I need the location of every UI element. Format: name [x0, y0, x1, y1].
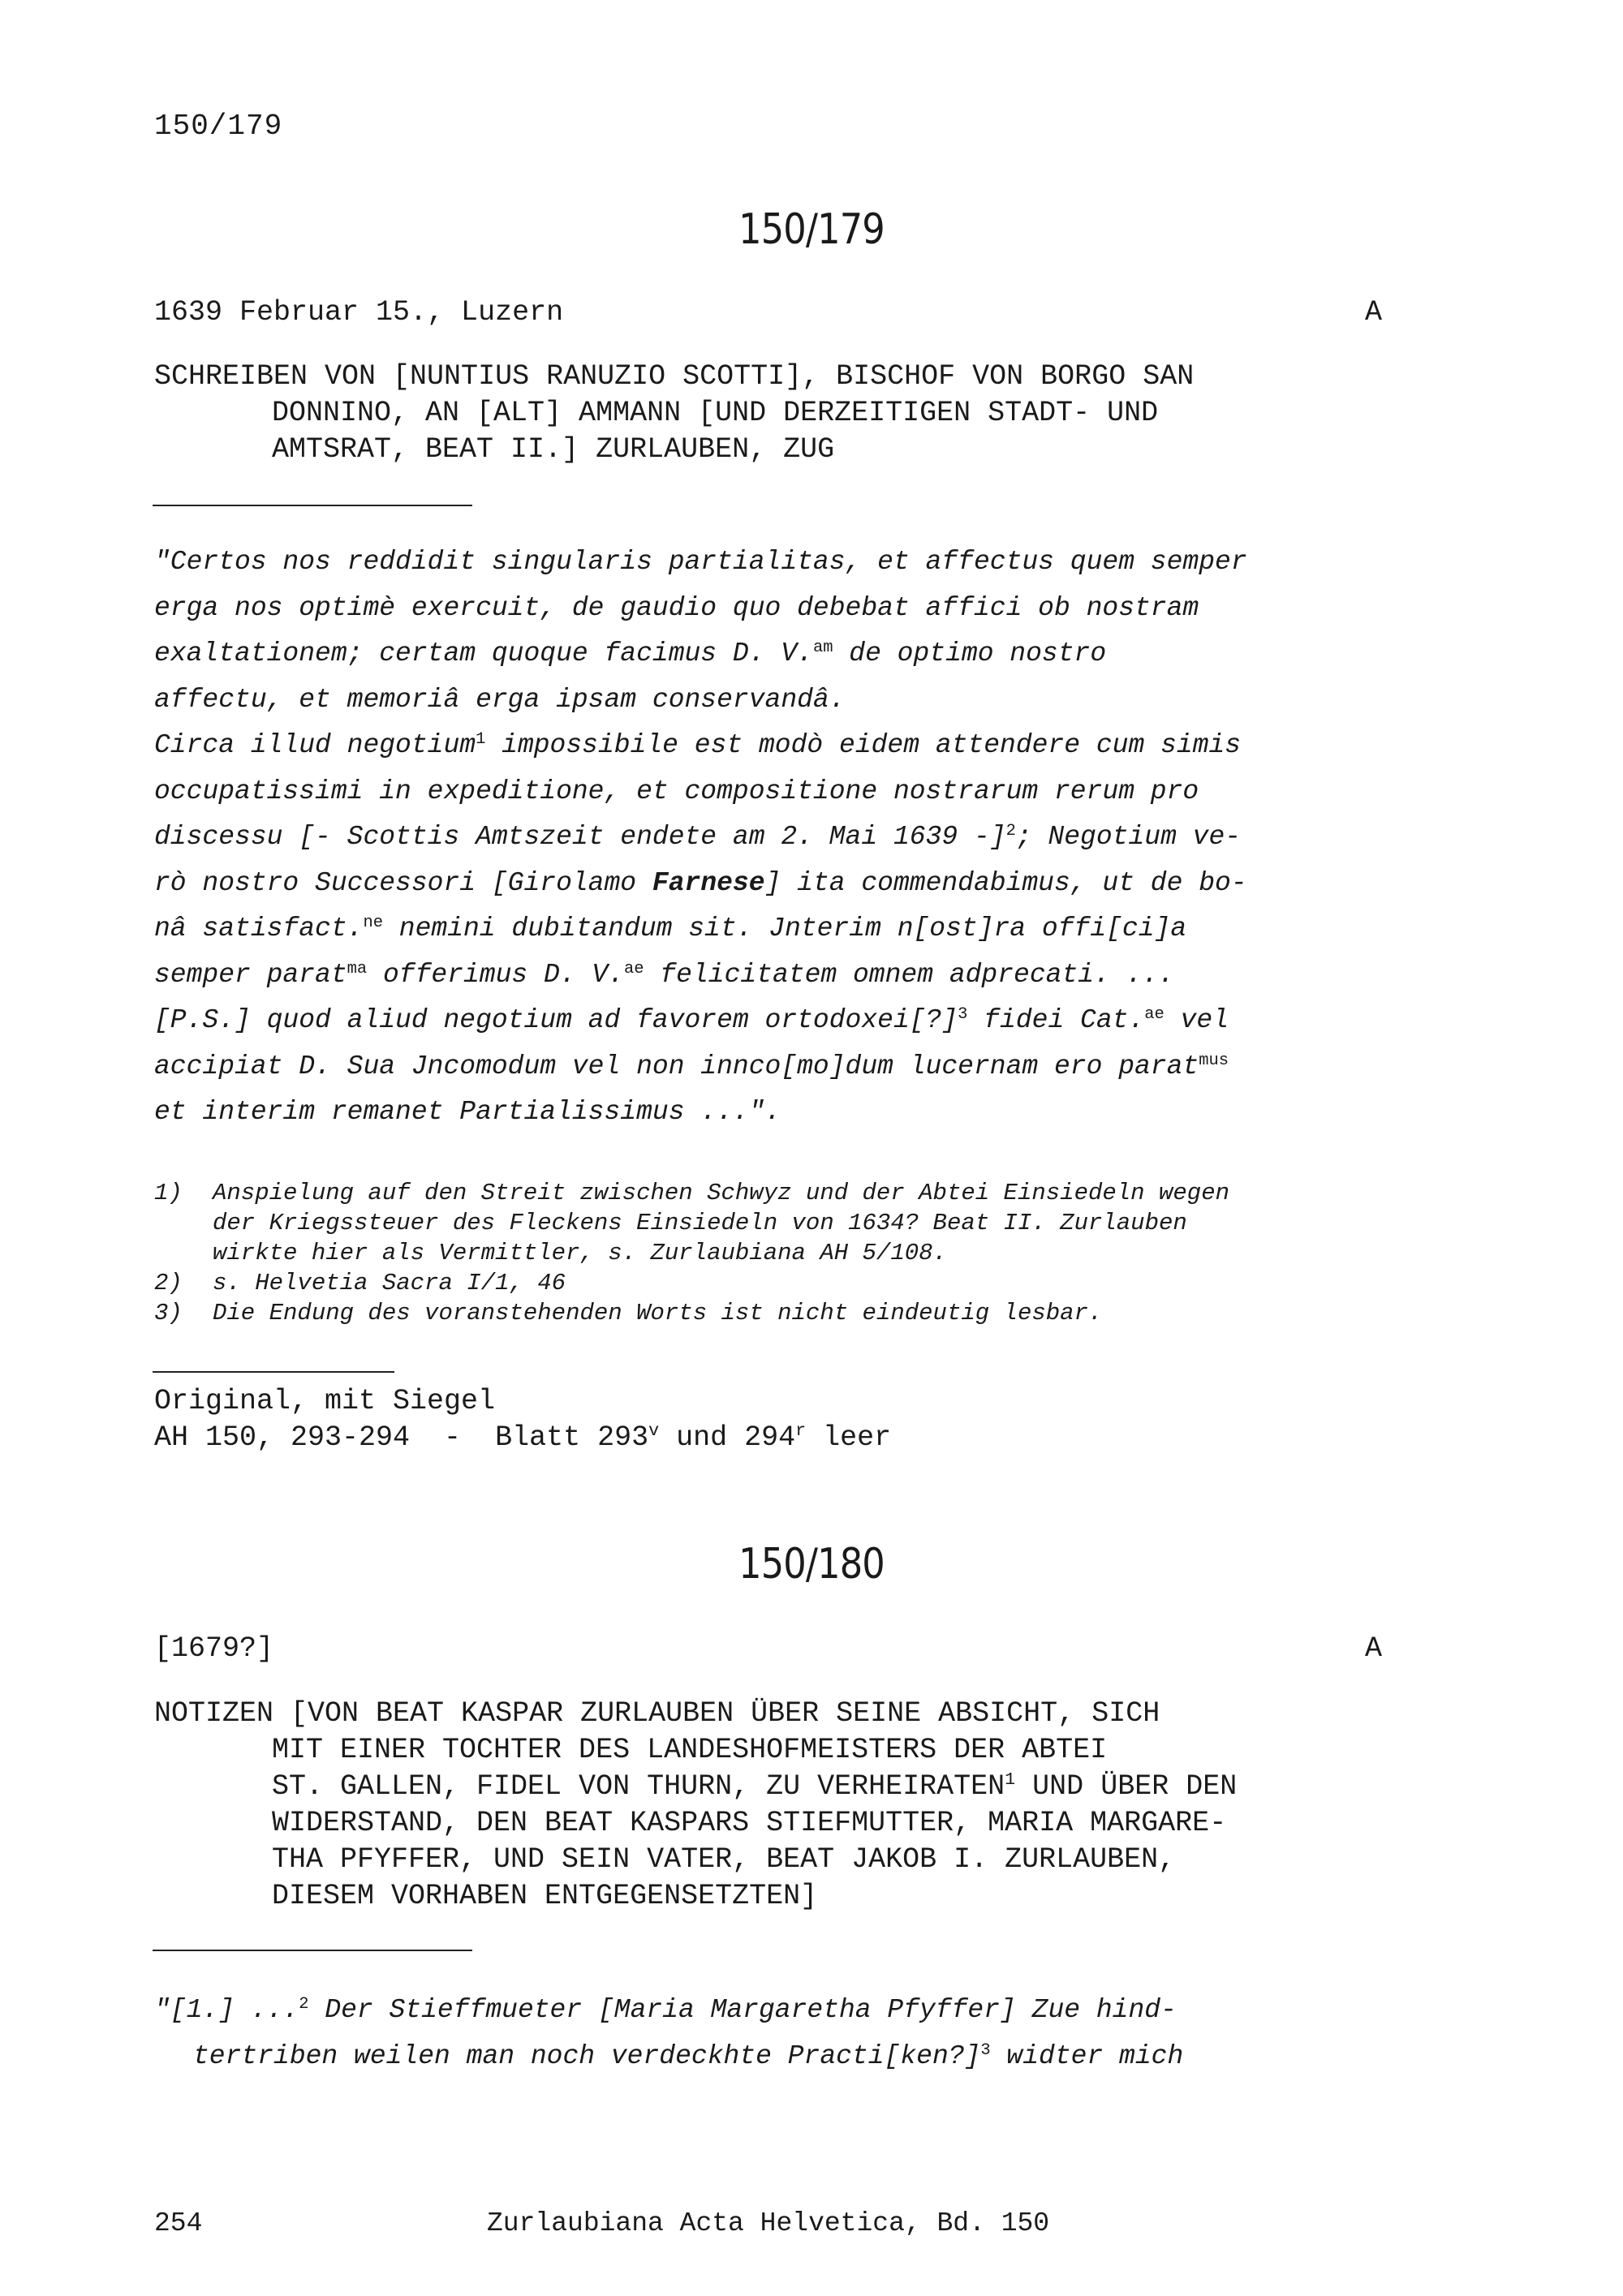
- title-separator-rule: [153, 505, 472, 506]
- quote-line: [P.S.] quod aliud negotium ad favorem ortodoxei[?]$^3$ fidei Cat.$^{ae}$ vel: [154, 1004, 1229, 1035]
- document-title: [154, 1696, 1420, 1915]
- quote-line: tertriben weilen man noch verdeckhte Practi[ken?]$^3$ widter mich: [193, 2040, 1184, 2071]
- document-type-flag: A: [1365, 1632, 1383, 1665]
- title-line: MIT EINER TOCHTER DES LANDESHOFMEISTERS DER ABTEI: [272, 1734, 1108, 1766]
- footnote: 1) Anspielung auf den Streit zwischen Schwyz und der Abtei Einsiedeln wegen der Kriegssteuer des Fleckens Einsiedeln von 1634? Beat II. Zurlauben wirkte hier als Vermittler, s. Zurlaubiana AH 5/108.: [154, 1180, 1230, 1266]
- title-line: AMTSRAT, BEAT II.] ZURLAUBEN, ZUG: [272, 433, 835, 466]
- quote-line: rò nostro Successori [Girolamo Farnese] ita commendabimus, ut de bo-: [154, 867, 1247, 898]
- letter-quotation: [154, 540, 1420, 1136]
- quote-line: occupatissimi in expeditione, et compositione nostrarum rerum pro: [154, 776, 1199, 806]
- quote-line: et interim remanet Partialissimus ...".: [154, 1097, 781, 1127]
- footnote-separator-rule: [153, 1371, 394, 1373]
- footnote-ref: 2: [299, 1994, 309, 2014]
- quote-line: erga nos optimè exercuit, de gaudio quo debebat affici ob nostram: [154, 592, 1199, 623]
- footnotes: [154, 1178, 1436, 1328]
- quote-line: Circa illud negotium$^1$ impossibile est modò eidem attendere cum simis: [154, 729, 1242, 760]
- notes-quotation: [154, 1988, 1420, 2079]
- title-line: DIESEM VORHABEN ENTGEGENSETZTEN]: [272, 1880, 818, 1912]
- quote-line: affectu, et memoriâ erga ipsam conservandâ.: [154, 684, 846, 715]
- footnote-ref: 3: [958, 1004, 968, 1024]
- title-line: DONNINO, AN [ALT] AMMANN [UND DERZEITIGEN STADT- UND: [272, 397, 1159, 429]
- title-separator-rule: [153, 1950, 472, 1951]
- footnote-ref: 3: [980, 2040, 991, 2060]
- quote-line: accipiat D. Sua Jncomodum vel non innco[mo]dum lucernam ero parat$^{mus}$: [154, 1051, 1229, 1081]
- document-number-heading: 150/180: [738, 1540, 885, 1589]
- quote-line: discessu [- Scottis Amtszeit endete am 2. Mai 1639 -]$^2$; Negotium ve-: [154, 821, 1242, 852]
- source-line: Original, mit Siegel: [154, 1385, 496, 1417]
- running-head: 150/179: [154, 110, 283, 143]
- quote-line: "Certos nos reddidit singularis partialitas, et affectus quem semper: [154, 547, 1247, 577]
- title-line: WIDERSTAND, DEN BEAT KASPARS STIEFMUTTER, MARIA MARGARE-: [272, 1807, 1227, 1839]
- source-line: AH 150, 293-294 - Blatt 293$^v$ und 294$^r$ leer: [154, 1421, 892, 1454]
- document-type-flag: A: [1365, 296, 1383, 329]
- document-number-heading: 150/179: [738, 205, 885, 254]
- footnote-ref: 1: [476, 729, 486, 749]
- title-line: SCHREIBEN VON [NUNTIUS RANUZIO SCOTTI], BISCHOF VON BORGO SAN: [154, 360, 1195, 393]
- document-date-place: [1679?]: [154, 1632, 274, 1665]
- quote-line: semper parat$^{ma}$ offerimus D. V.$^{ae}$ felicitatem omnem adprecati. ...: [154, 959, 1175, 990]
- page-number: 254: [154, 2208, 203, 2238]
- footnote: 3) Die Endung des voranstehenden Worts ist nicht eindeutig lesbar.: [154, 1300, 1103, 1326]
- source-note: [154, 1383, 891, 1456]
- footnote-ref: 2: [1005, 821, 1016, 841]
- document-date-place: 1639 Februar 15., Luzern: [154, 296, 564, 329]
- document-title: [154, 359, 1420, 468]
- bold-name: Farnese: [652, 867, 765, 898]
- title-line: THA PFYFFER, UND SEIN VATER, BEAT JAKOB I. ZURLAUBEN,: [272, 1843, 1176, 1876]
- title-line: ST. GALLEN, FIDEL VON THURN, ZU VERHEIRATEN$^1$ UND ÜBER DEN: [272, 1769, 1238, 1803]
- quote-line: nâ satisfact.$^{ne}$ nemini dubitandum sit. Jnterim n[ost]ra offi[ci]a: [154, 913, 1187, 944]
- quote-line: exaltationem; certam quoque facimus D. V.$^{am}$ de optimo nostro: [154, 638, 1107, 669]
- footnote-ref: 1: [1005, 1769, 1016, 1791]
- footnote: 2) s. Helvetia Sacra I/1, 46: [154, 1270, 566, 1296]
- title-line: NOTIZEN [VON BEAT KASPAR ZURLAUBEN ÜBER SEINE ABSICHT, SICH: [154, 1697, 1160, 1730]
- publication-title: Zurlaubiana Acta Helvetica, Bd. 150: [487, 2208, 1050, 2238]
- quote-line: "[1.] ...$^2$ Der Stieffmueter [Maria Margaretha Pfyffer] Zue hind-: [154, 1994, 1177, 2025]
